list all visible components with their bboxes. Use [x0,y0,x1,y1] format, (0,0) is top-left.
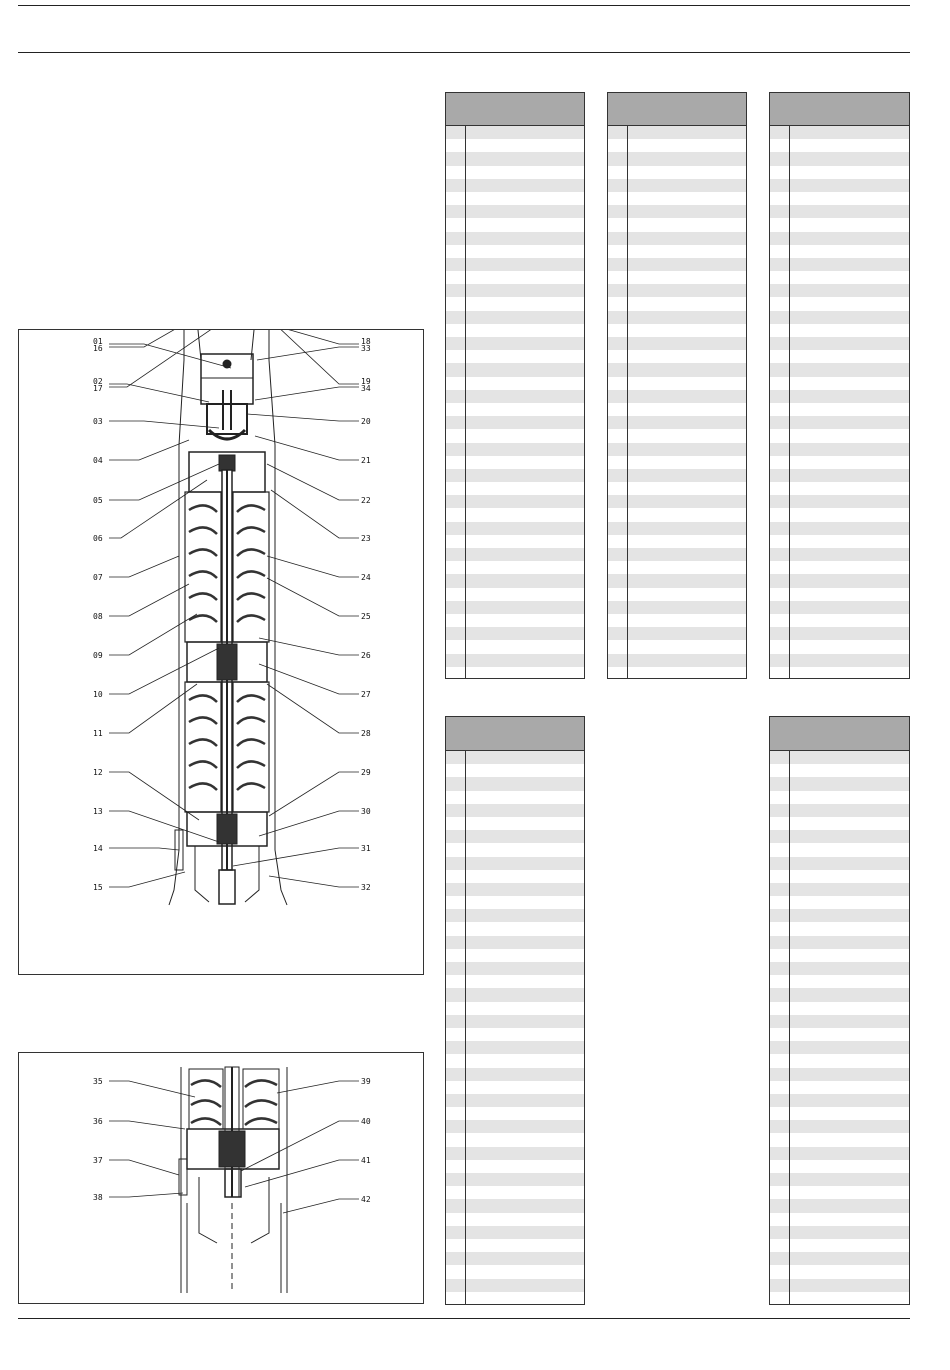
table-row [608,429,746,442]
table-row [608,443,746,456]
part-label: 18 [361,337,371,346]
table-row [446,482,584,495]
table-row [770,508,909,521]
part-label: 38 [93,1193,103,1202]
part-label: 30 [361,807,371,816]
table-row [770,284,909,297]
table-row [446,205,584,218]
table-row [446,843,584,856]
table-row [770,443,909,456]
table-row [770,1226,909,1239]
lower-section-svg [19,1053,423,1303]
table-header [446,717,584,751]
part-label: 42 [361,1195,371,1204]
table-row [608,469,746,482]
table-row [608,482,746,495]
table-row [770,764,909,777]
table-row [446,896,584,909]
table-row [446,218,584,231]
table-row [446,1279,584,1292]
table-row [770,166,909,179]
part-label: 39 [361,1077,371,1086]
pump-section-svg [19,330,423,974]
part-label: 31 [361,844,371,853]
table-row [770,535,909,548]
table-row [446,192,584,205]
table-row [608,218,746,231]
table-row [446,654,584,667]
table-row [770,962,909,975]
table-row [770,297,909,310]
table-row [608,416,746,429]
table-row [608,588,746,601]
part-label: 12 [93,768,103,777]
table-row [770,1081,909,1094]
table-row [770,548,909,561]
table-row [446,936,584,949]
labels-left [93,337,103,892]
table-row [770,830,909,843]
table-row [608,192,746,205]
table-row [770,777,909,790]
table-row [446,535,584,548]
table-row [608,152,746,165]
table-row [770,1041,909,1054]
part-label: 23 [361,534,371,543]
table-row [446,548,584,561]
table-rows [446,751,584,1304]
table-row [770,363,909,376]
footer-rule [18,1318,910,1319]
table-row [608,245,746,258]
table-row [446,377,584,390]
part-label: 05 [93,496,103,505]
part-label: 16 [93,344,103,353]
table-row [446,574,584,587]
table-row [770,482,909,495]
table-row [446,922,584,935]
part-label: 41 [361,1156,371,1165]
table-row [770,245,909,258]
table-row [770,843,909,856]
table-row [446,764,584,777]
table-row [608,627,746,640]
table-row [770,588,909,601]
table-row [770,469,909,482]
table-row [446,1213,584,1226]
table-rows [770,751,909,1304]
table-row [770,561,909,574]
table-row [608,166,746,179]
table-row [446,614,584,627]
table-row [770,495,909,508]
table-row [608,337,746,350]
part-label: 40 [361,1117,371,1126]
part-label: 24 [361,573,371,582]
table-row [446,1015,584,1028]
table-row [770,1015,909,1028]
table-row [446,350,584,363]
table-row [446,561,584,574]
part-label: 26 [361,651,371,660]
table-row [608,390,746,403]
table-row [446,640,584,653]
table-row [608,126,746,139]
table-row [446,1107,584,1120]
table-row [770,1279,909,1292]
table-row [446,495,584,508]
table-row [446,297,584,310]
table-row [446,1160,584,1173]
part-label: 29 [361,768,371,777]
pump-lower-section-drawing [18,1052,424,1304]
parts-table-1 [445,92,585,679]
table-row [770,1147,909,1160]
header-rule-bottom [18,52,910,53]
part-label: 27 [361,690,371,699]
table-row [770,258,909,271]
table-header [446,93,584,126]
table-row [770,456,909,469]
table-row [608,324,746,337]
table-row [608,548,746,561]
table-row [446,456,584,469]
table-row [446,804,584,817]
table-row [608,139,746,152]
table-row [770,1173,909,1186]
table-row [608,561,746,574]
part-label: 17 [93,384,103,393]
table-row [770,627,909,640]
part-label: 07 [93,573,103,582]
table-row [446,1147,584,1160]
table-row [446,1094,584,1107]
table-row [446,1120,584,1133]
table-row [446,363,584,376]
part-label: 32 [361,883,371,892]
table-row [608,377,746,390]
table-row [608,495,746,508]
part-label: 01 [93,337,103,346]
table-row [770,126,909,139]
table-row [608,363,746,376]
table-row [446,1239,584,1252]
table-row [446,324,584,337]
table-rows [608,126,746,678]
part-label: 02 [93,377,103,386]
table-row [770,522,909,535]
table-row [770,429,909,442]
table-row [446,777,584,790]
table-row [770,192,909,205]
table-row [770,1120,909,1133]
table-row [770,218,909,231]
table-row [446,588,584,601]
table-row [446,817,584,830]
parts-table-2 [607,92,747,679]
table-row [446,1199,584,1212]
table-row [446,245,584,258]
part-label: 36 [93,1117,103,1126]
table-row [770,1054,909,1067]
table-row [446,1068,584,1081]
table-row [446,166,584,179]
table-row [770,205,909,218]
table-row [608,284,746,297]
part-label: 11 [93,729,103,738]
table-row [446,126,584,139]
table-row [770,640,909,653]
table-row [446,1265,584,1278]
table-row [770,1252,909,1265]
table-row [446,390,584,403]
table-row [770,1107,909,1120]
table-row [608,508,746,521]
table-row [608,522,746,535]
table-row [446,403,584,416]
table-row [446,601,584,614]
table-row [446,258,584,271]
table-row [770,139,909,152]
part-label: 37 [93,1156,103,1165]
table-row [770,311,909,324]
table-row [608,179,746,192]
part-label: 04 [93,456,103,465]
table-row [608,297,746,310]
table-row [770,1068,909,1081]
table-row [770,975,909,988]
table-row [770,601,909,614]
table-row [770,791,909,804]
table-row [446,870,584,883]
part-label: 09 [93,651,103,660]
table-row [608,311,746,324]
table-row [770,152,909,165]
table-row [446,1041,584,1054]
table-row [446,627,584,640]
table-row [770,988,909,1001]
table-row [446,883,584,896]
table-row [446,830,584,843]
table-row [770,324,909,337]
table-row [770,870,909,883]
table-row [446,1028,584,1041]
table-row [770,922,909,935]
table-row [608,535,746,548]
table-row [446,909,584,922]
table-row [446,429,584,442]
table-row [446,152,584,165]
table-row [770,949,909,962]
parts-table-3 [769,92,910,679]
table-row [770,751,909,764]
part-label: 13 [93,807,103,816]
part-label: 34 [361,384,371,393]
table-row [770,1199,909,1212]
table-row [446,311,584,324]
table-row [770,857,909,870]
table-row [446,1054,584,1067]
table-row [770,1133,909,1146]
table-row [770,337,909,350]
leader-lines [109,330,359,887]
pump-section-drawing [18,329,424,975]
table-row [446,232,584,245]
table-row [446,1173,584,1186]
part-label: 06 [93,534,103,543]
table-row [770,1186,909,1199]
table-row [770,936,909,949]
table-row [770,896,909,909]
table-header [770,717,909,751]
table-row [770,1213,909,1226]
table-row [608,271,746,284]
table-row [608,258,746,271]
table-row [770,804,909,817]
part-label: 35 [93,1077,103,1086]
part-label: 10 [93,690,103,699]
table-row [770,1239,909,1252]
table-row [446,139,584,152]
table-row [770,883,909,896]
table-rows [446,126,584,678]
table-row [446,1081,584,1094]
table-row [608,456,746,469]
table-row [770,1002,909,1015]
table-row [608,574,746,587]
table-row [446,508,584,521]
table-row [770,654,909,667]
part-label: 28 [361,729,371,738]
table-row [770,350,909,363]
header-rule-top [18,5,910,6]
table-row [446,284,584,297]
table-row [770,271,909,284]
table-row [446,1186,584,1199]
part-label: 22 [361,496,371,505]
table-row [446,271,584,284]
part-label: 25 [361,612,371,621]
part-label: 08 [93,612,103,621]
part-label: 14 [93,844,103,853]
table-row [770,817,909,830]
table-row [446,443,584,456]
table-row [446,1002,584,1015]
table-row [770,232,909,245]
table-row [446,337,584,350]
table-row [770,909,909,922]
table-row [446,988,584,1001]
part-label: 21 [361,456,371,465]
table-row [446,791,584,804]
table-row [770,614,909,627]
table-rows [770,126,909,678]
parts-table-4 [445,716,585,1305]
table-row [770,1265,909,1278]
table-row [608,614,746,627]
table-row [770,416,909,429]
table-row [770,1160,909,1173]
table-row [770,403,909,416]
table-row [446,1226,584,1239]
table-row [608,601,746,614]
table-row [770,1094,909,1107]
labels-right [361,337,371,892]
table-row [608,640,746,653]
part-label: 03 [93,417,103,426]
table-row [446,751,584,764]
table-row [446,962,584,975]
table-row [770,179,909,192]
table-row [770,574,909,587]
table-row [446,975,584,988]
table-row [446,857,584,870]
table-row [446,179,584,192]
table-row [446,469,584,482]
part-label: 19 [361,377,371,386]
table-row [608,654,746,667]
table-row [770,377,909,390]
part-label: 15 [93,883,103,892]
table-row [446,1133,584,1146]
table-header [770,93,909,126]
table-row [608,232,746,245]
part-label: 20 [361,417,371,426]
table-row [446,416,584,429]
table-row [446,949,584,962]
parts-table-5 [769,716,910,1305]
table-header [608,93,746,126]
table-row [608,403,746,416]
table-row [446,1252,584,1265]
table-row [608,205,746,218]
part-label: 33 [361,344,371,353]
table-row [770,390,909,403]
table-row [446,522,584,535]
table-row [608,350,746,363]
table-row [770,1028,909,1041]
